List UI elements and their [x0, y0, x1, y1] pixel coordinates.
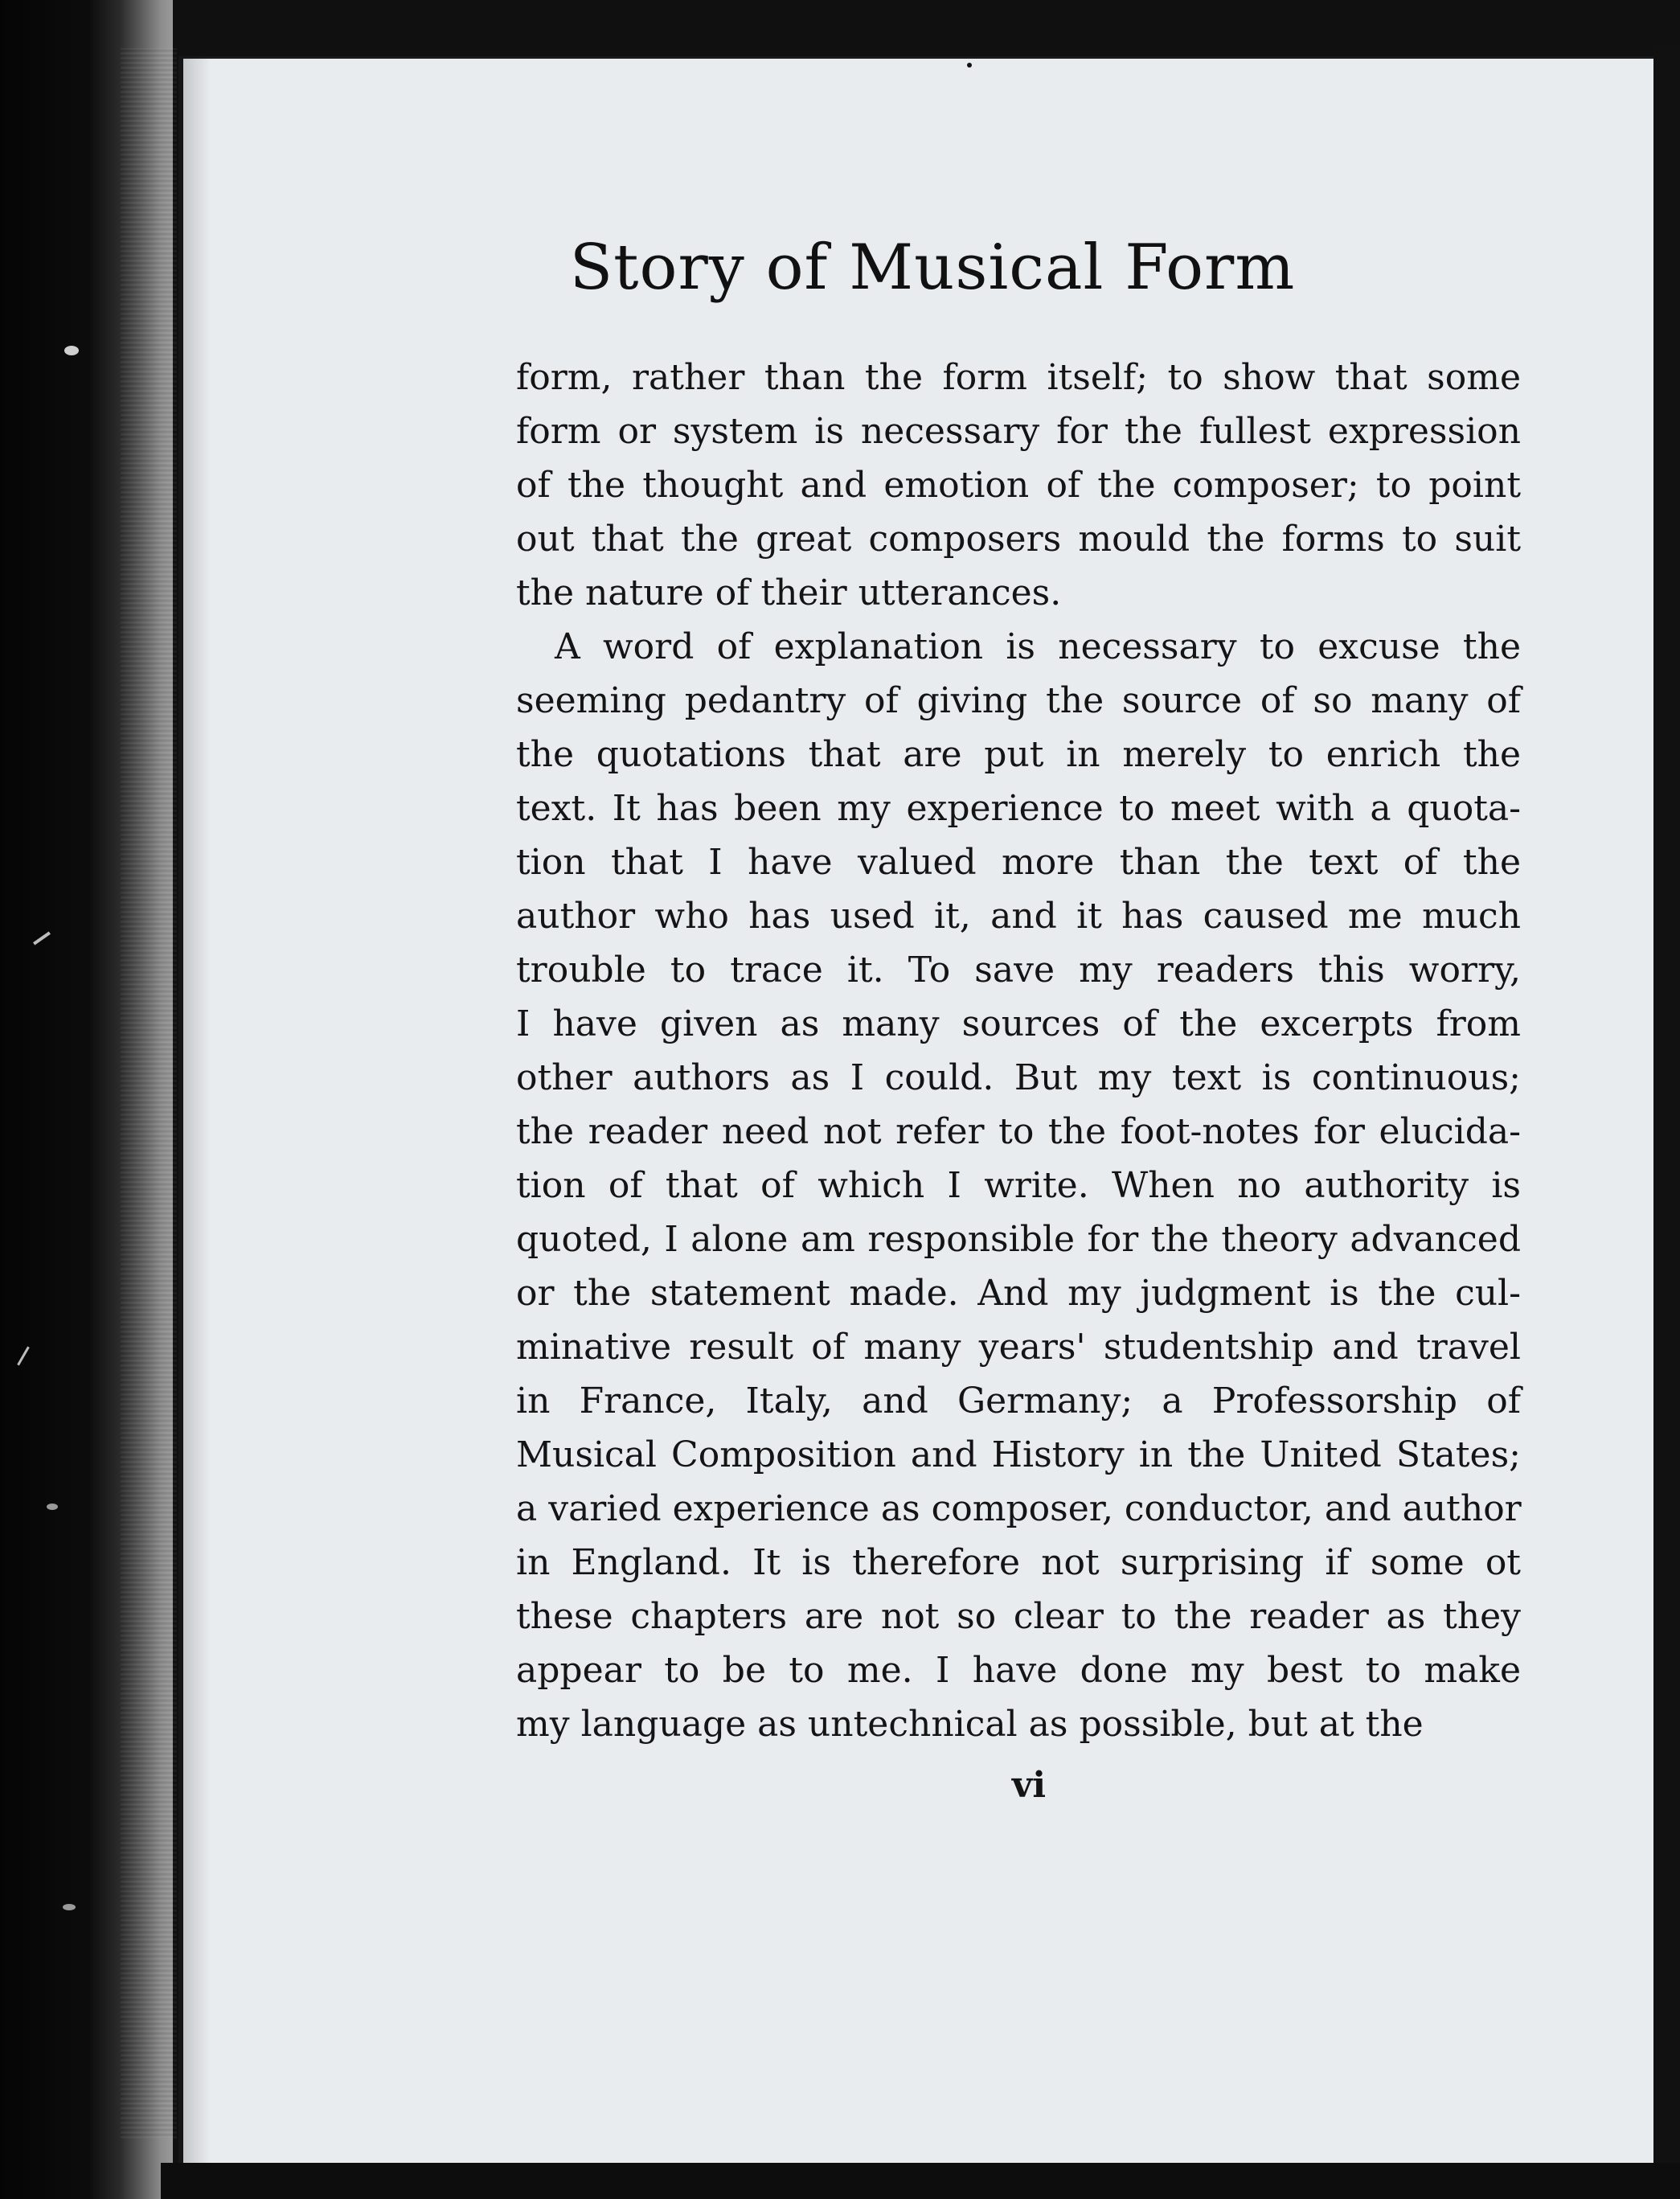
text-line: form or system is necessary for the fullest expression — [516, 411, 1521, 452]
text-line: the reader need not refer to the foot-notes for elucida- — [516, 1111, 1521, 1152]
text-line: out that the great composers mould the forms to suit — [516, 519, 1521, 560]
text-line: seeming pedantry of giving the source of so many of — [516, 680, 1521, 721]
page-bottom-edge — [161, 2163, 1680, 2199]
text-line: in France, Italy, and Germany; a Professorship of — [516, 1381, 1521, 1422]
text-line: quoted, I alone am responsible for the theory advanced — [516, 1219, 1521, 1260]
text-line: tion that I have valued more than the text of the — [516, 842, 1521, 883]
text-line: my language as untechnical as possible, but at the — [516, 1704, 1424, 1745]
text-line: a varied experience as composer, conductor, and author — [516, 1488, 1522, 1529]
binding-texture — [121, 48, 177, 2139]
text-line: appear to be to me. I have done my best to make — [516, 1650, 1521, 1691]
text-line: these chapters are not so clear to the reader as they — [516, 1596, 1521, 1637]
scan-speck — [47, 1504, 58, 1510]
page-number: vi — [1011, 1765, 1047, 1806]
text-line: form, rather than the form itself; to show that some — [516, 357, 1521, 398]
page-right-edge — [1653, 44, 1680, 2199]
text-line: Musical Composition and History in the United States; — [516, 1434, 1521, 1475]
page-gutter-shadow — [178, 56, 211, 2163]
text-line: text. It has been my experience to meet with a quota- — [516, 788, 1521, 829]
text-line: trouble to trace it. To save my readers this worry, — [516, 950, 1521, 991]
text-line: minative result of many years' studentship and travel — [516, 1327, 1521, 1368]
text-line: author who has used it, and it has caused me much — [516, 896, 1521, 937]
text-line: I have given as many sources of the excerpts from — [516, 1003, 1521, 1044]
text-line: the quotations that are put in merely to enrich the — [516, 734, 1521, 775]
text-line: of the thought and emotion of the composer; to point — [516, 465, 1521, 506]
scan-speck — [64, 346, 79, 355]
text-line: A word of explanation is necessary to excuse the — [555, 626, 1521, 667]
scan-speck — [63, 1904, 76, 1910]
scan-speck — [1666, 280, 1672, 288]
scan-speck — [967, 63, 972, 68]
text-line: in England. It is therefore not surprising if some ot — [516, 1542, 1521, 1583]
text-line: other authors as I could. But my text is continuous; — [516, 1057, 1521, 1098]
running-head: Story of Musical Form — [569, 232, 1296, 304]
text-line: or the statement made. And my judgment is the cul- — [516, 1273, 1521, 1314]
text-line: tion of that of which I write. When no authority is — [516, 1165, 1521, 1206]
text-line: the nature of their utterances. — [516, 572, 1062, 613]
